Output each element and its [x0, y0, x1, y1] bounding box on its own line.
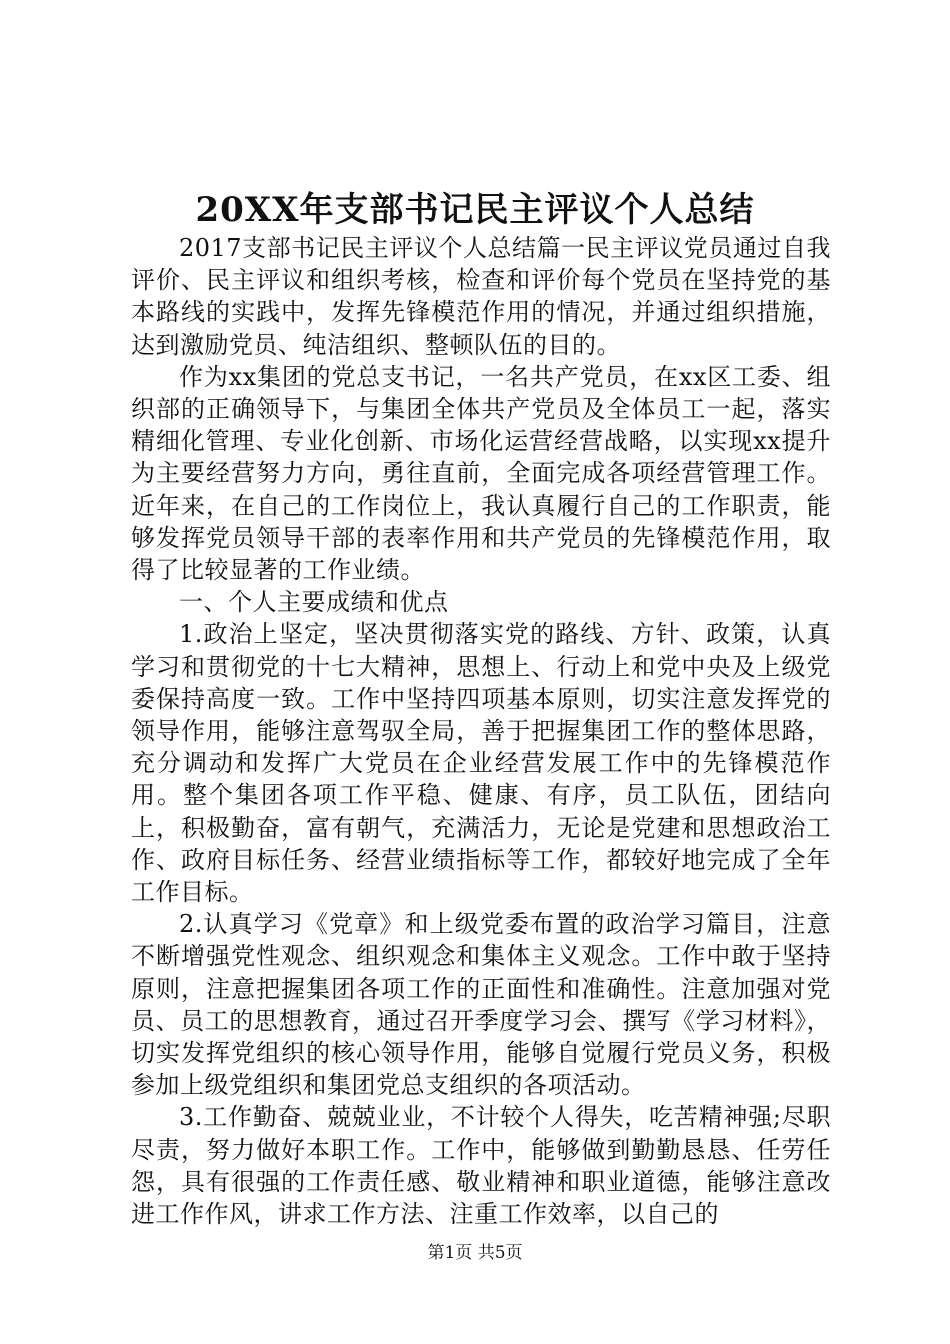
paragraph-intro: 2017支部书记民主评议个人总结篇一民主评议党员通过自我评价、民主评议和组织考核，检查和评价每个党员在坚持党的基本路线的实践中，发挥先锋模范作用的情况，并通过组织措施，达到激励党员、纯洁组织、整顿队伍的目的。 — [131, 234, 831, 359]
document-title: 20XX年支部书记民主评议个人总结 — [195, 190, 755, 230]
paragraph-item-3: 3.工作勤奋、兢兢业业，不计较个人得失，吃苦精神强;尽职尽责，努力做好本职工作。工作中，能够做到勤勤恳恳、任劳任怨，具有很强的工作责任感、敬业精神和职业道德，能够注意改进工作作风，讲求工作方法、注重工作效率，以自己的 — [131, 1103, 831, 1229]
section-heading: 一、个人主要成绩和优点 — [179, 588, 449, 617]
page-footer: 第1页 共5页 — [427, 1243, 523, 1263]
paragraph-item-2: 2.认真学习《党章》和上级党委布置的政治学习篇目，注意不断增强党性观念、组织观念和集体主义观念。工作中敢于坚持原则，注意把握集团各项工作的正面性和准确性。注意加强对党员、员工的思想教育，通过召开季度学习会、撰写《学习材料》，切实发挥党组织的核心领导作用，能够自觉履行党员义务，积极参加上级党组织和集团党总支组织的各项活动。 — [131, 910, 831, 1100]
paragraph-item-1: 1.政治上坚定，坚决贯彻落实党的路线、方针、政策，认真学习和贯彻党的十七大精神，思想上、行动上和党中央及上级党委保持高度一致。工作中坚持四项基本原则，切实注意发挥党的领导作用，能够注意驾驭全局，善于把握集团工作的整体思路，充分调动和发挥广大党员在企业经营发展工作中的先锋模范作用。整个集团各项工作平稳、健康、有序，员工队伍，团结向上，积极勤奋，富有朝气，充满活力，无论是党建和思想政治工作、政府目标任务、经营业绩指标等工作，都较好地完成了全年工作目标。 — [131, 620, 831, 907]
document-body — [131, 232, 831, 1230]
paragraph-background: 作为xx集团的党总支书记，一名共产党员，在xx区工委、组织部的正确领导下，与集团全体共产党员及全体员工一起，落实精细化管理、专业化创新、市场化运营经营战略，以实现xx提升为主要经营努力方向，勇往直前，全面完成各项经营管理工作。近年来，在自己的工作岗位上，我认真履行自己的工作职责，能够发挥党员领导干部的表率作用和共产党员的先锋模范作用，取得了比较显著的工作业绩。 — [131, 362, 831, 585]
